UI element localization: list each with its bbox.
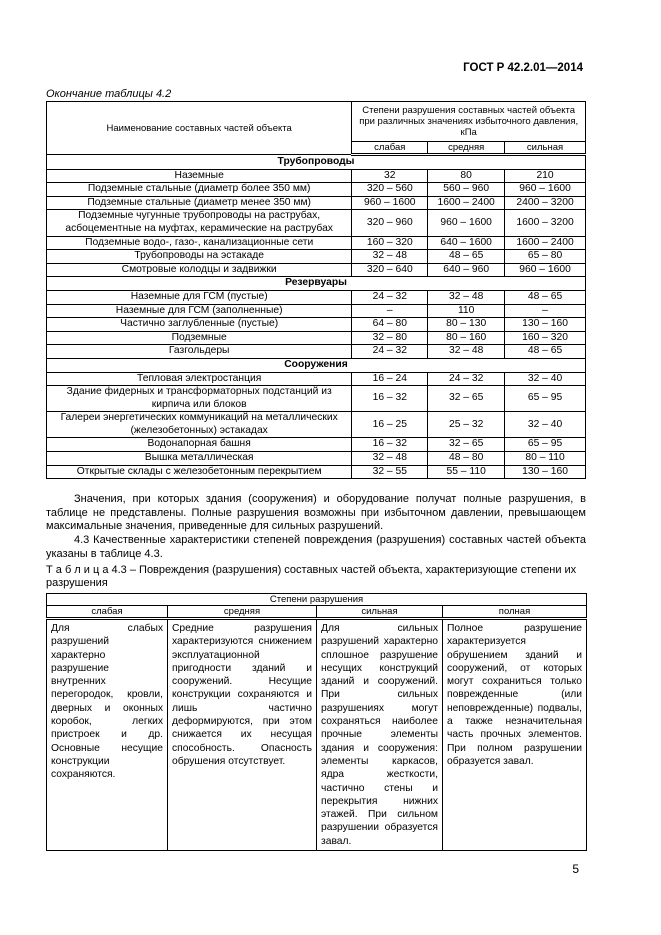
table-row [47,290,586,304]
pressure-value: 640 – 1600 [428,236,505,250]
table-4-3 [46,593,587,851]
table-row [47,452,586,466]
pressure-value: 210 [505,169,586,183]
row-name: Наземные [47,169,352,183]
pressure-value: 24 – 32 [352,290,428,304]
column-header-level: сильная [505,142,586,155]
pressure-value: 32 – 48 [428,345,505,359]
pressure-value: 16 – 32 [352,386,428,412]
pressure-value: 1600 – 2400 [428,196,505,210]
pressure-value: 32 – 48 [352,250,428,264]
table-row [47,236,586,250]
table-row [47,263,586,277]
table-4-3-title: Т а б л и ц а 4.3 – Повреждения (разрушения) составных частей объекта, характеризующие степени их разрушения [46,564,577,589]
column-header-group: Степени разрушения [47,594,587,606]
pressure-value: 24 – 32 [428,372,505,386]
pressure-value: 80 – 130 [428,318,505,332]
table-row [47,386,586,412]
section-header: Сооружения [47,358,586,372]
pressure-value: 16 – 32 [352,438,428,452]
pressure-value: – [505,304,586,318]
pressure-value: 320 – 960 [352,210,428,236]
row-name: Трубопроводы на эстакаде [47,250,352,264]
pressure-value: 48 – 65 [505,345,586,359]
row-name: Подземные [47,331,352,345]
table-row [47,318,586,332]
damage-description: Для слабых разрушений характерно разрушение внутренних перегородок, кровли, дверных и оконных коробок, легких пристроек и др. Основные несущие конструкции сохраняются. [47,619,168,851]
pressure-value: 32 – 80 [352,331,428,345]
table-row [47,372,586,386]
column-header-level: слабая [352,142,428,155]
table-row [47,210,586,236]
row-name: Газгольдеры [47,345,352,359]
table-row [47,438,586,452]
pressure-value: 130 – 160 [505,318,586,332]
pressure-value: 48 – 80 [428,452,505,466]
damage-description: Полное разрушение характеризуется обрушением зданий и сооружений, от которых могут сохраниться только поврежденные (или неповрежденные) подвалы, а также незначительная часть прочных элементов. При полном разрушении образуется завал. [443,619,587,851]
pressure-value: 24 – 32 [352,345,428,359]
damage-description: Средние разрушения характеризуются снижением эксплуатационной пригодности зданий и сооружений. Несущие конструкции сохраняются и лишь частично деформируются, при этом снижается их несущая способность. Опасность обрушения отсутствует. [168,619,317,851]
pressure-value: 32 – 55 [352,465,428,479]
table-row [47,345,586,359]
pressure-value: 32 – 65 [428,438,505,452]
pressure-value: 320 – 640 [352,263,428,277]
pressure-value: 32 – 65 [428,386,505,412]
section-4-3-paragraph [46,534,586,561]
pressure-value: 16 – 25 [352,412,428,438]
table-row [47,304,586,318]
pressure-value: 32 – 48 [352,452,428,466]
pressure-value: 160 – 320 [505,331,586,345]
column-header-level: полная [443,606,587,619]
table-row [47,331,586,345]
pressure-value: 80 – 110 [505,452,586,466]
pressure-value: 320 – 560 [352,183,428,197]
column-header-level: слабая [47,606,168,619]
row-name: Тепловая электростанция [47,372,352,386]
pressure-value: 65 – 80 [505,250,586,264]
pressure-value: 48 – 65 [505,290,586,304]
note-paragraph [46,493,586,534]
pressure-value: 560 – 960 [428,183,505,197]
pressure-value: 1600 – 3200 [505,210,586,236]
table-row [47,412,586,438]
column-header-level: средняя [168,606,317,619]
pressure-value: 55 – 110 [428,465,505,479]
row-name: Наземные для ГСМ (заполненные) [47,304,352,318]
pressure-value: 80 – 160 [428,331,505,345]
row-name: Подземные стальные (диаметр менее 350 мм) [47,196,352,210]
pressure-value: – [352,304,428,318]
page-number: 5 [572,862,579,876]
pressure-value: 32 [352,169,428,183]
pressure-value: 1600 – 2400 [505,236,586,250]
pressure-value: 16 – 24 [352,372,428,386]
paragraph-text: Значения, при которых здания (сооружения) и оборудование получат полные разрушения, в таблице не представлены. Полные разрушения возможны при избыточном давлении, превышающем максимальные значения, приведенные для сильных разрушений. [46,493,586,532]
row-name: Смотровые колодцы и задвижки [47,263,352,277]
pressure-value: 32 – 40 [505,412,586,438]
pressure-value: 960 – 1600 [428,210,505,236]
table-row [47,465,586,479]
pressure-value: 110 [428,304,505,318]
pressure-value: 960 – 1600 [505,183,586,197]
document-code: ГОСТ Р 42.2.01—2014 [463,62,583,74]
table-4-2-caption: Окончание таблицы 4.2 [46,88,172,100]
paragraph-text: 4.3 Качественные характеристики степеней повреждения (разрушения) составных частей объекта указаны в таблице 4.3. [46,534,586,560]
damage-description: Для сильных разрушений характерно сплошное разрушение несущих конструкций зданий и сооружений. При сильных разрушениях могут сохраняться наиболее прочные элементы здания и сооружения: элементы каркасов, ядра жесткости, частично стены и перекрытия нижних этажей. При сильном разрушении образуется завал. [317,619,443,851]
pressure-value: 640 – 960 [428,263,505,277]
table-row [47,196,586,210]
pressure-value: 32 – 40 [505,372,586,386]
pressure-value: 160 – 320 [352,236,428,250]
column-header-level: средняя [428,142,505,155]
row-name: Вышка металлическая [47,452,352,466]
row-name: Подземные водо-, газо-, канализационные сети [47,236,352,250]
row-name: Частично заглубленные (пустые) [47,318,352,332]
pressure-value: 25 – 32 [428,412,505,438]
table-row [47,250,586,264]
table-row [47,183,586,197]
column-header-name: Наименование составных частей объекта [47,102,352,155]
pressure-value: 80 [428,169,505,183]
pressure-value: 130 – 160 [505,465,586,479]
pressure-value: 960 – 1600 [505,263,586,277]
pressure-value: 48 – 65 [428,250,505,264]
row-name: Подземные чугунные трубопроводы на раструбах, асбоцементные на муфтах, керамические на раструбах [47,210,352,236]
row-name: Галереи энергетических коммуникаций на металлических (железобетонных) эстакадах [47,412,352,438]
row-name: Водонапорная башня [47,438,352,452]
table-row [47,169,586,183]
row-name: Открытые склады с железобетонным перекрытием [47,465,352,479]
table-4-2 [46,101,586,479]
pressure-value: 960 – 1600 [352,196,428,210]
row-name: Наземные для ГСМ (пустые) [47,290,352,304]
pressure-value: 2400 – 3200 [505,196,586,210]
pressure-value: 65 – 95 [505,386,586,412]
column-header-level: сильная [317,606,443,619]
pressure-value: 32 – 48 [428,290,505,304]
section-header: Резервуары [47,277,586,291]
row-name: Здание фидерных и трансформаторных подстанций из кирпича или блоков [47,386,352,412]
section-header: Трубопроводы [47,155,586,170]
pressure-value: 64 – 80 [352,318,428,332]
pressure-value: 65 – 95 [505,438,586,452]
column-header-group: Степени разрушения составных частей объекта при различных значениях избыточного давления, кПа [352,102,586,142]
row-name: Подземные стальные (диаметр более 350 мм) [47,183,352,197]
